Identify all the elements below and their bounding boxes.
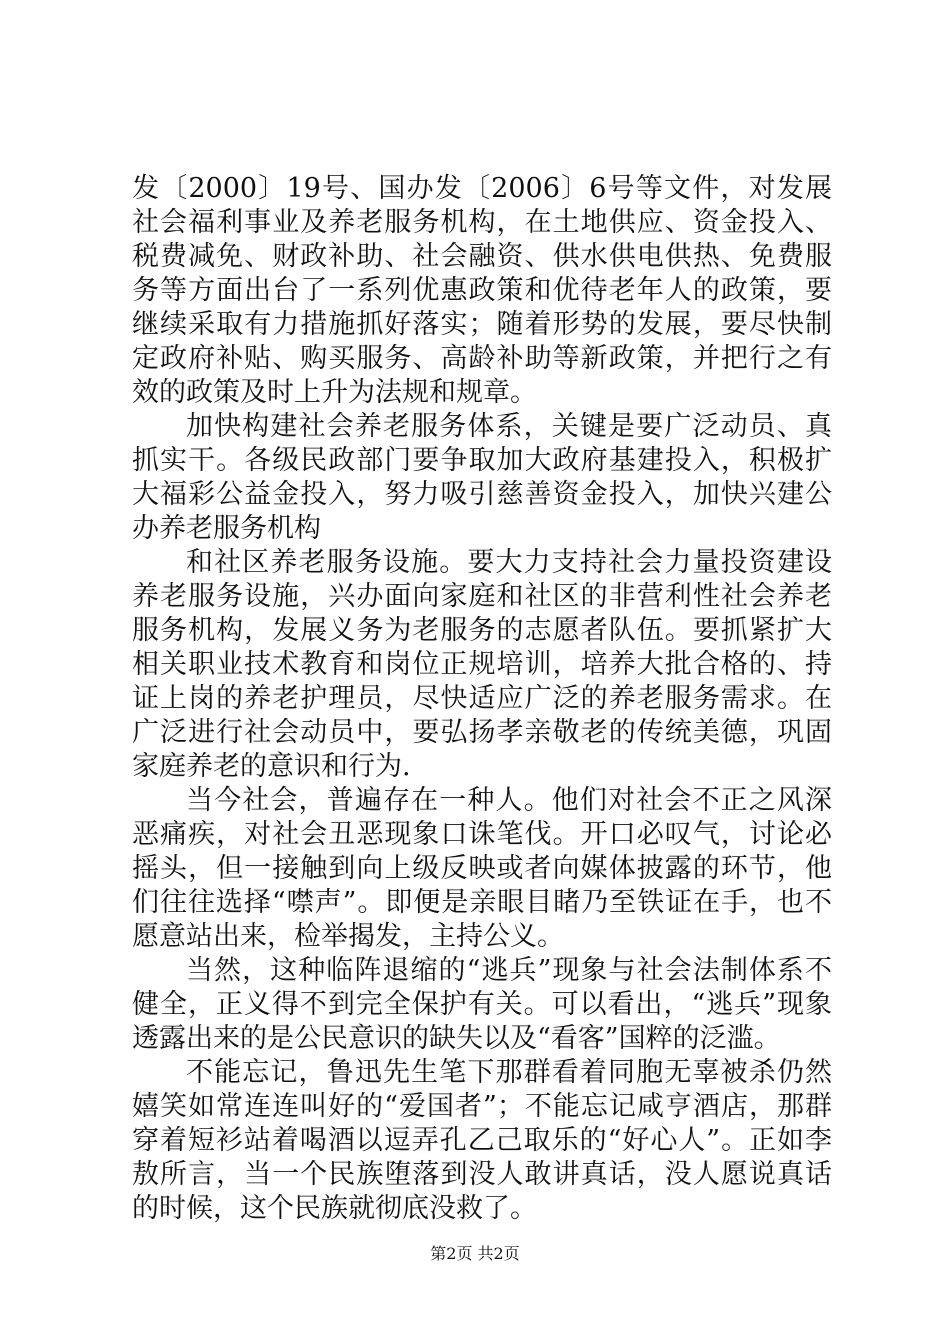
paragraph-2: 加快构建社会养老服务体系，关键是要广泛动员、真抓实干。各级民政部门要争取加大政府基建投入，积极扩大福彩公益金投入，努力吸引慈善资金投入，加快兴建公办养老服务机构 — [132, 411, 832, 544]
document-body — [132, 172, 832, 1226]
page-number-footer: 第2页 共2页 — [430, 1244, 520, 1263]
paragraph-1: 发〔2000〕19号、国办发〔2006〕6号等文件，对发展社会福利事业及养老服务机构，在土地供应、资金投入、税费减免、财政补助、社会融资、供水供电供热、免费服务等方面出台了一系列优惠政策和优待老年人的政策，要继续采取有力措施抓好落实；随着形势的发展，要尽快制定政府补贴、购买服务、高龄补助等新政策，并把行之有效的政策及时上升为法规和规章。 — [132, 173, 832, 408]
paragraph-6: 不能忘记，鲁迅先生笔下那群看着同胞无辜被杀仍然嬉笑如常连连叫好的“爱国者”；不能忘记咸亨酒店，那群穿着短衫站着喝酒以逗弄孔乙己取乐的“好心人”。正如李敖所言，当一个民族堕落到没人敢讲真话，没人愿说真话的时候，这个民族就彻底没救了。 — [132, 1057, 832, 1224]
paragraph-4: 当今社会，普遍存在一种人。他们对社会不正之风深恶痛疾，对社会丑恶现象口诛笔伐。开口必叹气，讨论必摇头，但一接触到向上级反映或者向媒体披露的环节，他们往往选择“噤声”。即便是亲眼目睹乃至铁证在手，也不愿意站出来，检举揭发，主持公义。 — [132, 785, 832, 952]
paragraph-3: 和社区养老服务设施。要大力支持社会力量投资建设养老服务设施，兴办面向家庭和社区的非营利性社会养老服务机构，发展义务为老服务的志愿者队伍。要抓紧扩大相关职业技术教育和岗位正规培训，培养大批合格的、持证上岗的养老护理员，尽快适应广泛的养老服务需求。在广泛进行社会动员中，要弘扬孝亲敬老的传统美德，巩固家庭养老的意识和行为. — [132, 547, 832, 782]
paragraph-5: 当然，这种临阵退缩的“逃兵”现象与社会法制体系不健全，正义得不到完全保护有关。可以看出，“逃兵”现象透露出来的是公民意识的缺失以及“看客”国粹的泛滥。 — [132, 955, 832, 1054]
